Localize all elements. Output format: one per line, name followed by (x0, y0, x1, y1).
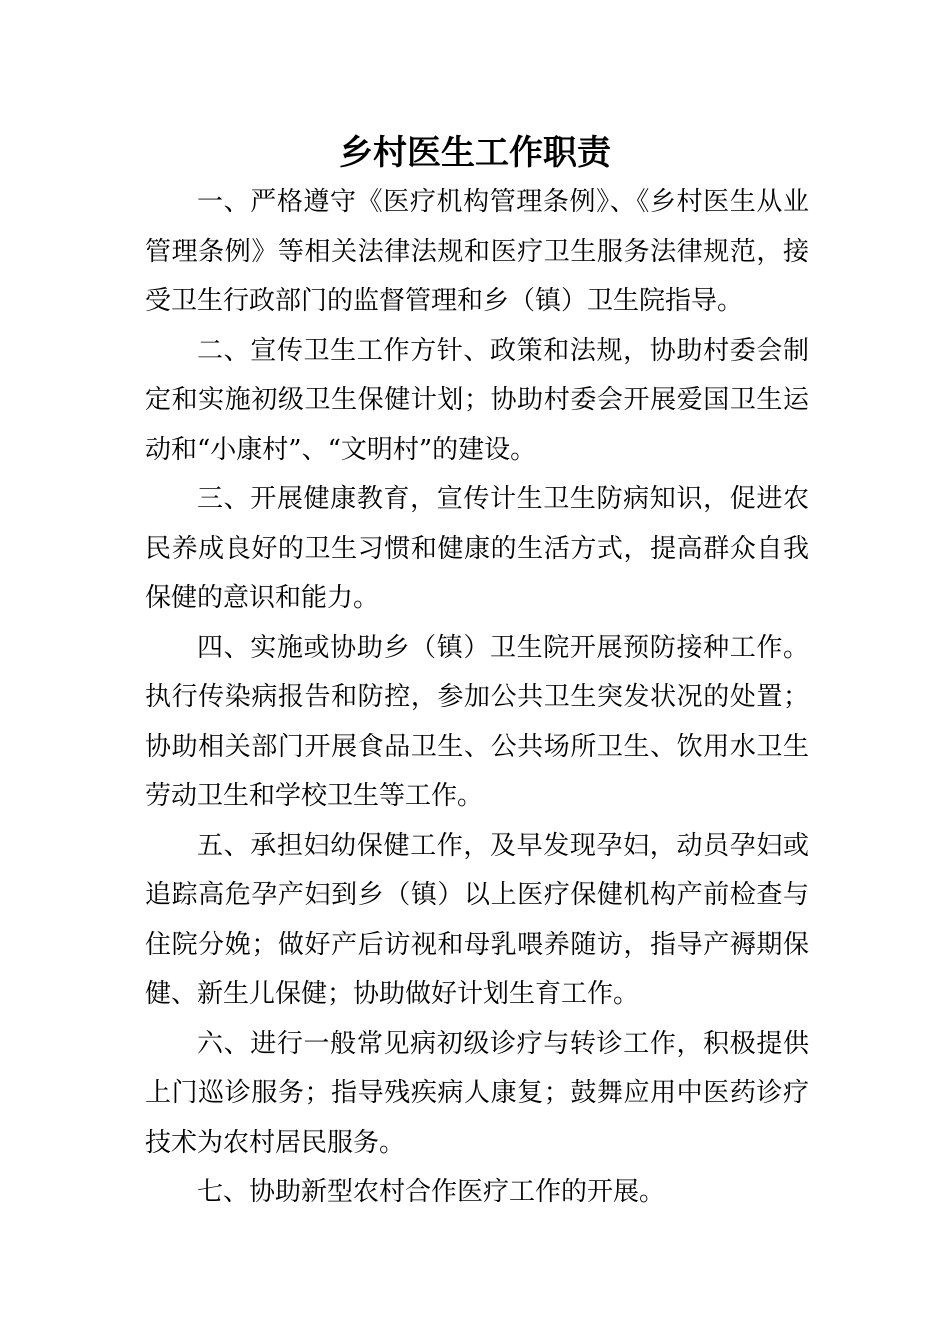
document-title: 乡村医生工作职责 (339, 133, 611, 173)
paragraph-5: 五、承担妇幼保健工作，及早发现孕妇，动员孕妇或追踪高危孕产妇到乡（镇）以上医疗保健机构产前检查与住院分娩；做好产后访视和母乳喂养随访，指导产褥期保健、新生儿保健；协助做好计划生育工作。 (145, 830, 809, 1009)
paragraph-1: 一、严格遵守《医疗机构管理条例》、《乡村医生从业管理条例》等相关法律法规和医疗卫生服务法律规范，接受卫生行政部门的监督管理和乡（镇）卫生院指导。 (145, 187, 809, 316)
paragraph-4: 四、实施或协助乡（镇）卫生院开展预防接种工作。执行传染病报告和防控，参加公共卫生突发状况的处置；协助相关部门开展食品卫生、公共场所卫生、饮用水卫生劳动卫生和学校卫生等工作。 (145, 632, 809, 811)
paragraph-7: 七、协助新型农村合作医疗工作的开展。 (197, 1177, 666, 1207)
paragraph-6: 六、进行一般常见病初级诊疗与转诊工作，积极提供上门巡诊服务；指导残疾病人康复；鼓舞应用中医药诊疗技术为农村居民服务。 (145, 1028, 809, 1158)
paragraph-2: 二、宣传卫生工作方针、政策和法规，协助村委会制定和实施初级卫生保健计划；协助村委会开展爱国卫生运动和“小康村”、“文明村”的建设。 (145, 335, 809, 465)
document-body (145, 178, 809, 1218)
paragraph-3: 三、开展健康教育，宣传计生卫生防病知识，促进农民养成良好的卫生习惯和健康的生活方式，提高群众自我保健的意识和能力。 (145, 484, 809, 613)
